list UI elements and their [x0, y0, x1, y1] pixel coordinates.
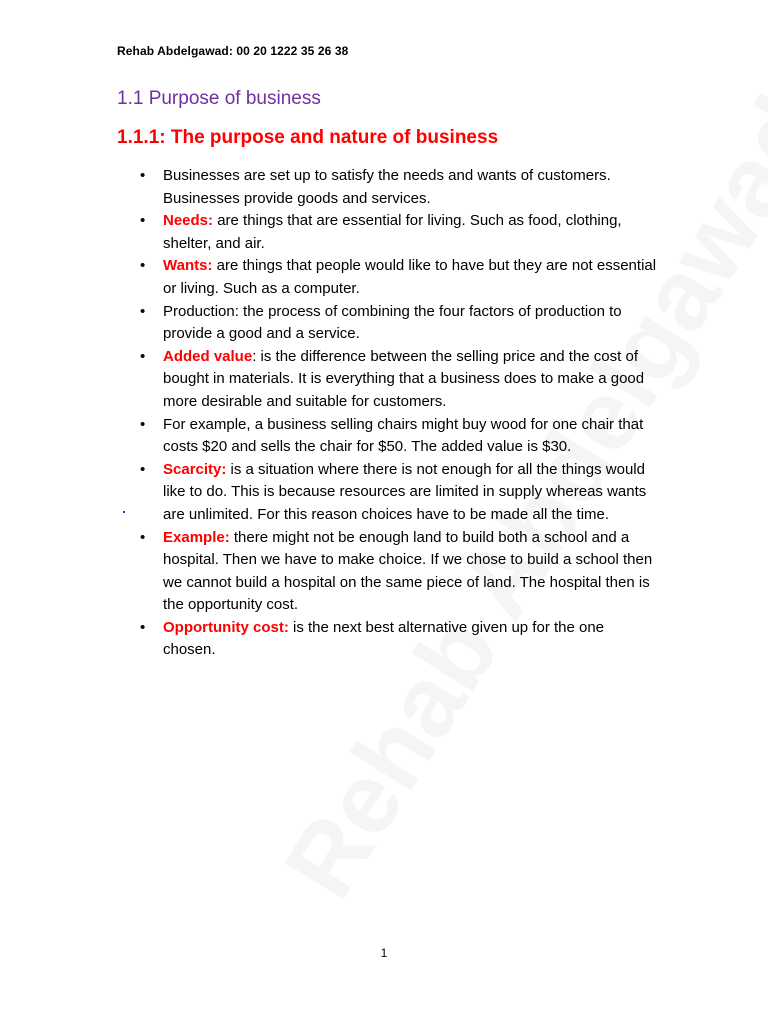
bullet-item [117, 165, 657, 210]
bullet-text: are things that people would like to have but they are not essential or living. Such as a computer. [163, 257, 657, 297]
header-author-contact: Rehab Abdelgawad: 00 20 1222 35 26 38 [117, 44, 349, 58]
bullet-text: is the next best alternative given up for the one chosen. [163, 618, 605, 659]
bullet-text: there might not be enough land to build both a school and a hospital. Then we have to make choice. If we chose to build a school then we cannot build a hospital on the same piece of land. The hospital then is the opportunity cost. [163, 528, 653, 614]
bullet-list [117, 165, 657, 662]
bullet-item [117, 346, 657, 414]
bullet-icon: • [140, 212, 146, 230]
bullet-icon: • [140, 302, 146, 320]
bullet-term: Wants: [163, 257, 213, 275]
bullet-icon: • [140, 257, 146, 275]
bullet-text: is a situation where there is not enough for all the things would like to do. This is because resources are limited in supply whereas wants are unlimited. For this reason choices have to be made all the time. [163, 460, 647, 523]
bullet-term: Needs: [163, 212, 214, 230]
bullet-item [117, 414, 657, 459]
bullet-item [117, 255, 657, 300]
bullet-icon: • [140, 167, 146, 184]
bullet-text: : is the difference between the selling price and the cost of bought in materials. It is everything that a business does to make a good more desirable and suitable for customers. [163, 347, 645, 410]
bullet-text: For example, a business selling chairs might buy wood for one chair that costs $20 and sells the chair for $50. The added value is $30. [163, 415, 644, 456]
bullet-icon: • [140, 415, 146, 433]
page-number: 1 [380, 946, 388, 960]
bullet-item [117, 459, 657, 527]
bullet-icon: • [140, 347, 146, 365]
bullet-term: Example: [163, 528, 230, 546]
bullet-text: are things that are essential for living. Such as food, clothing, shelter, and air. [163, 212, 622, 252]
stray-dot-mark [123, 511, 125, 513]
bullet-icon: • [140, 618, 146, 636]
bullet-text: Production: the process of combining the four factors of production to provide a good and a service. [163, 302, 622, 343]
bullet-item [117, 617, 657, 662]
bullet-item [117, 527, 657, 617]
subsection-title: 1.1.1: The purpose and nature of business [117, 127, 499, 148]
bullet-icon: • [140, 460, 146, 478]
bullet-text: Businesses are set up to satisfy the needs and wants of customers. Businesses provide goods and services. [163, 167, 611, 207]
bullet-term: Opportunity cost: [163, 618, 289, 636]
bullet-item [117, 301, 657, 346]
bullet-term: Scarcity: [163, 460, 227, 478]
bullet-term: Added value [163, 347, 253, 365]
section-title: 1.1 Purpose of business [117, 88, 321, 109]
bullet-icon: • [140, 528, 146, 546]
bullet-item [117, 210, 657, 255]
